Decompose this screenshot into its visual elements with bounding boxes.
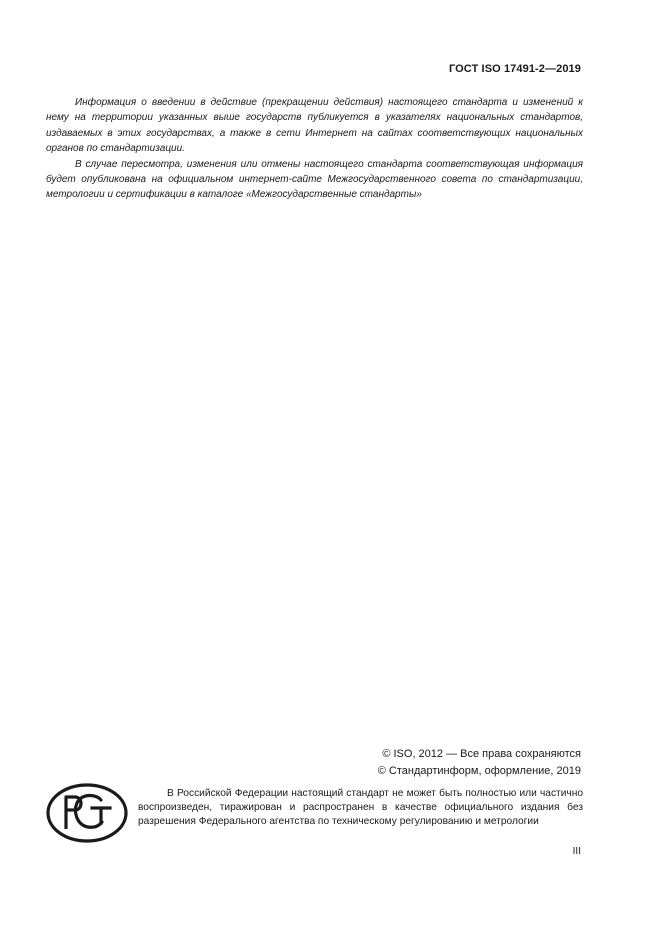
standard-code: ГОСТ ISO 17491-2—2019	[448, 63, 581, 75]
rst-logo-icon	[46, 783, 128, 843]
info-paragraph-revision: В случае пересмотра, изменения или отмены настоящего стандарта соответствующая информация будет опубликована на официальном интернет-сайте Межгосударственного совета по стандартизации, метрологии и сертификации в каталоге «Межгосударственные стандарты»	[46, 158, 583, 201]
copyright-standartinform: © Стандартинформ, оформление, 2019	[377, 765, 581, 777]
reproduction-notice-text: В Российской Федерации настоящий стандарт не может быть полностью или частично воспроизведен, тиражирован и распространен в качестве официального издания без разрешения Федерального агентства по техническому регулированию и метрологии	[138, 788, 583, 828]
copyright-iso: © ISO, 2012 — Все права сохраняются	[382, 748, 581, 760]
reproduction-notice	[138, 787, 583, 830]
info-paragraph-introduction: Информация о введении в действие (прекращении действия) настоящего стандарта и изменений к нему на территории указанных выше государств публикуется в указателях национальных стандартов, издаваемых в этих государствах, а также в сети Интернет на сайтах соответствующих национальных органов по стандартизации.	[46, 97, 583, 155]
publication-info	[46, 95, 583, 203]
page-number: III	[572, 846, 581, 857]
copyright-block	[378, 746, 581, 780]
